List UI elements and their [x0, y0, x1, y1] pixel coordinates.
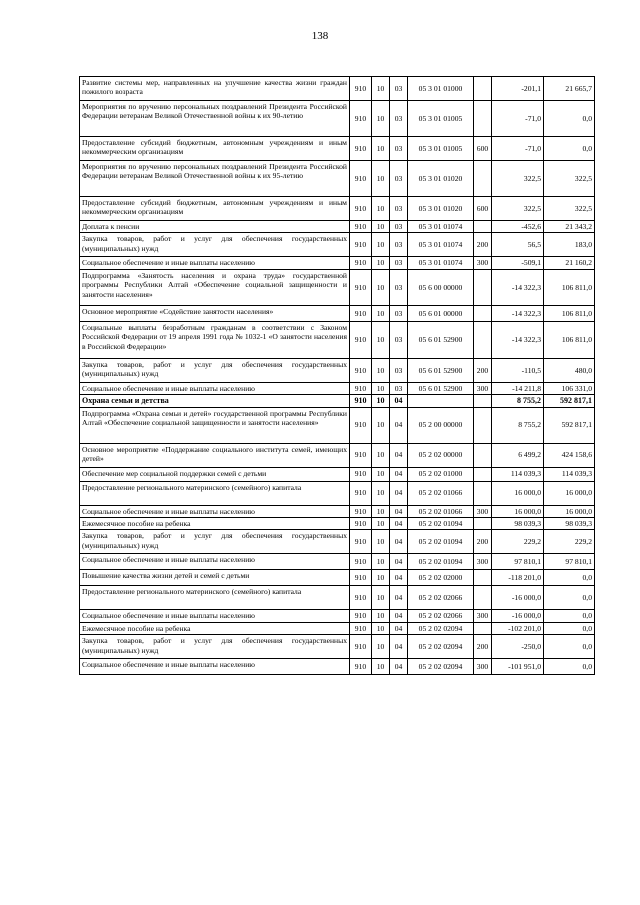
- row-name: Социальное обеспечение и иные выплаты населению: [80, 554, 350, 570]
- ministry-code: 910: [350, 233, 372, 257]
- table-row: [80, 77, 595, 101]
- row-name: Социальное обеспечение и иные выплаты населению: [80, 659, 350, 675]
- subsection-code: 03: [390, 161, 408, 197]
- row-name: Предоставление субсидий бюджетным, автономным учреждениям и иным некоммерческим организациям: [80, 197, 350, 221]
- section-code: 10: [372, 530, 390, 554]
- subsection-code: 04: [390, 570, 408, 586]
- total-amount: 0,0: [544, 101, 595, 137]
- subsection-code: 03: [390, 257, 408, 269]
- total-amount: 21 665,7: [544, 77, 595, 101]
- ministry-code: 910: [350, 221, 372, 233]
- row-name: Охрана семьи и детства: [80, 395, 350, 407]
- subsection-code: 03: [390, 321, 408, 358]
- section-code: 10: [372, 570, 390, 586]
- expense-type-code: [474, 101, 492, 137]
- section-code: 10: [372, 233, 390, 257]
- expense-type-code: [474, 467, 492, 481]
- ministry-code: 910: [350, 358, 372, 382]
- row-name: Предоставление регионального материнского (семейного) капитала: [80, 586, 350, 610]
- target-article-code: 05 6 01 52900: [408, 321, 474, 358]
- expense-type-code: [474, 221, 492, 233]
- target-article-code: 05 3 01 01074: [408, 221, 474, 233]
- total-amount: 0,0: [544, 570, 595, 586]
- expense-type-code: [474, 161, 492, 197]
- table-row: [80, 481, 595, 505]
- expense-type-code: [474, 443, 492, 467]
- subsection-code: 03: [390, 233, 408, 257]
- row-name: Мероприятия по вручению персональных поздравлений Президента Российской Федерации ветеранам Великой Отечественной войны к их 90-летию: [80, 101, 350, 137]
- subsection-code: 04: [390, 481, 408, 505]
- target-article-code: 05 2 02 02094: [408, 622, 474, 634]
- change-amount: 114 039,3: [492, 467, 544, 481]
- subsection-code: 03: [390, 382, 408, 394]
- total-amount: 424 158,6: [544, 443, 595, 467]
- section-code: 10: [372, 622, 390, 634]
- table-row: [80, 570, 595, 586]
- total-amount: 0,0: [544, 635, 595, 659]
- subsection-code: 03: [390, 269, 408, 305]
- table-row: [80, 635, 595, 659]
- section-code: 10: [372, 395, 390, 407]
- budget-table-body: [80, 77, 595, 675]
- section-code: 10: [372, 358, 390, 382]
- ministry-code: 910: [350, 635, 372, 659]
- row-name: Доплата к пенсии: [80, 221, 350, 233]
- total-amount: 106 811,0: [544, 305, 595, 321]
- subsection-code: 04: [390, 467, 408, 481]
- change-amount: -71,0: [492, 101, 544, 137]
- change-amount: -14 322,3: [492, 321, 544, 358]
- target-article-code: 05 6 01 52900: [408, 358, 474, 382]
- subsection-code: 04: [390, 586, 408, 610]
- change-amount: -71,0: [492, 137, 544, 161]
- expense-type-code: 600: [474, 197, 492, 221]
- subsection-code: 03: [390, 101, 408, 137]
- expense-type-code: [474, 305, 492, 321]
- total-amount: 0,0: [544, 137, 595, 161]
- section-code: 10: [372, 610, 390, 622]
- row-name: Подпрограмма «Охрана семьи и детей» государственной программы Республики Алтай «Обеспечение социальной защищенности и занятости населения»: [80, 407, 350, 443]
- table-row: [80, 505, 595, 517]
- ministry-code: 910: [350, 137, 372, 161]
- total-amount: 0,0: [544, 659, 595, 675]
- target-article-code: 05 3 01 01005: [408, 137, 474, 161]
- table-row: [80, 321, 595, 358]
- ministry-code: 910: [350, 395, 372, 407]
- section-code: 10: [372, 443, 390, 467]
- table-row: [80, 101, 595, 137]
- target-article-code: 05 6 00 00000: [408, 269, 474, 305]
- change-amount: -14 322,3: [492, 269, 544, 305]
- target-article-code: 05 2 02 01094: [408, 518, 474, 530]
- change-amount: -118 201,0: [492, 570, 544, 586]
- subsection-code: 04: [390, 395, 408, 407]
- change-amount: 6 499,2: [492, 443, 544, 467]
- row-name: Закупка товаров, работ и услуг для обеспечения государственных (муниципальных) нужд: [80, 635, 350, 659]
- row-name: Социальное обеспечение и иные выплаты населению: [80, 610, 350, 622]
- change-amount: -201,1: [492, 77, 544, 101]
- change-amount: -250,0: [492, 635, 544, 659]
- subsection-code: 04: [390, 622, 408, 634]
- target-article-code: 05 2 02 02000: [408, 570, 474, 586]
- ministry-code: 910: [350, 382, 372, 394]
- section-code: 10: [372, 635, 390, 659]
- row-name: Развитие системы мер, направленных на улучшение качества жизни граждан пожилого возраста: [80, 77, 350, 101]
- row-name: Мероприятия по вручению персональных поздравлений Президента Российской Федерации ветеранам Великой Отечественной войны к их 95-летию: [80, 161, 350, 197]
- total-amount: 16 000,0: [544, 505, 595, 517]
- change-amount: 16 000,0: [492, 481, 544, 505]
- target-article-code: 05 2 00 00000: [408, 407, 474, 443]
- total-amount: 0,0: [544, 622, 595, 634]
- subsection-code: 04: [390, 443, 408, 467]
- expense-type-code: [474, 395, 492, 407]
- ministry-code: 910: [350, 257, 372, 269]
- ministry-code: 910: [350, 659, 372, 675]
- expense-type-code: [474, 586, 492, 610]
- ministry-code: 910: [350, 443, 372, 467]
- expense-type-code: [474, 570, 492, 586]
- row-name: Основное мероприятие «Содействие занятости населения»: [80, 305, 350, 321]
- table-row: [80, 161, 595, 197]
- target-article-code: 05 3 01 01074: [408, 233, 474, 257]
- section-code: 10: [372, 137, 390, 161]
- section-code: 10: [372, 161, 390, 197]
- page-number: 138: [311, 30, 329, 42]
- ministry-code: 910: [350, 197, 372, 221]
- expense-type-code: 300: [474, 257, 492, 269]
- expense-type-code: 300: [474, 610, 492, 622]
- target-article-code: 05 6 01 52900: [408, 382, 474, 394]
- row-name: Подпрограмма «Занятость населения и охрана труда» государственной программы Республики Алтай «Обеспечение социальной защищенности и занятости населения»: [80, 269, 350, 305]
- total-amount: 229,2: [544, 530, 595, 554]
- target-article-code: [408, 395, 474, 407]
- section-code: 10: [372, 586, 390, 610]
- change-amount: 16 000,0: [492, 505, 544, 517]
- expense-type-code: 200: [474, 635, 492, 659]
- table-row: [80, 257, 595, 269]
- section-code: 10: [372, 481, 390, 505]
- ministry-code: 910: [350, 407, 372, 443]
- section-code: 10: [372, 305, 390, 321]
- target-article-code: 05 3 01 01074: [408, 257, 474, 269]
- total-amount: 322,5: [544, 197, 595, 221]
- total-amount: 106 811,0: [544, 269, 595, 305]
- total-amount: 183,0: [544, 233, 595, 257]
- ministry-code: 910: [350, 269, 372, 305]
- target-article-code: 05 2 02 00000: [408, 443, 474, 467]
- section-code: 10: [372, 518, 390, 530]
- target-article-code: 05 2 02 02094: [408, 635, 474, 659]
- table-row: [80, 197, 595, 221]
- table-row: [80, 586, 595, 610]
- row-name: Социальное обеспечение и иные выплаты населению: [80, 505, 350, 517]
- total-amount: 106 811,0: [544, 321, 595, 358]
- total-amount: 114 039,3: [544, 467, 595, 481]
- ministry-code: 910: [350, 161, 372, 197]
- table-row: [80, 659, 595, 675]
- change-amount: -509,1: [492, 257, 544, 269]
- target-article-code: 05 2 02 01094: [408, 554, 474, 570]
- change-amount: 8 755,2: [492, 395, 544, 407]
- section-code: 10: [372, 221, 390, 233]
- target-article-code: 05 3 01 01000: [408, 77, 474, 101]
- target-article-code: 05 2 02 02066: [408, 610, 474, 622]
- row-name: Закупка товаров, работ и услуг для обеспечения государственных (муниципальных) нужд: [80, 530, 350, 554]
- expense-type-code: [474, 481, 492, 505]
- section-code: 10: [372, 101, 390, 137]
- table-row: [80, 233, 595, 257]
- expense-type-code: 300: [474, 382, 492, 394]
- table-row: [80, 518, 595, 530]
- total-amount: 98 039,3: [544, 518, 595, 530]
- subsection-code: 04: [390, 518, 408, 530]
- table-row: [80, 554, 595, 570]
- expense-type-code: [474, 518, 492, 530]
- section-code: 10: [372, 554, 390, 570]
- target-article-code: 05 3 01 01020: [408, 197, 474, 221]
- target-article-code: 05 2 02 01066: [408, 481, 474, 505]
- section-code: 10: [372, 269, 390, 305]
- total-amount: 0,0: [544, 610, 595, 622]
- expense-type-code: [474, 622, 492, 634]
- change-amount: -102 201,0: [492, 622, 544, 634]
- ministry-code: 910: [350, 554, 372, 570]
- subsection-code: 04: [390, 554, 408, 570]
- change-amount: -101 951,0: [492, 659, 544, 675]
- total-amount: 480,0: [544, 358, 595, 382]
- row-name: Предоставление субсидий бюджетным, автономным учреждениям и иным некоммерческим организациям: [80, 137, 350, 161]
- subsection-code: 03: [390, 197, 408, 221]
- target-article-code: 05 3 01 01020: [408, 161, 474, 197]
- change-amount: -110,5: [492, 358, 544, 382]
- section-code: 10: [372, 407, 390, 443]
- ministry-code: 910: [350, 586, 372, 610]
- table-row: [80, 305, 595, 321]
- subsection-code: 03: [390, 305, 408, 321]
- target-article-code: 05 2 02 02094: [408, 659, 474, 675]
- subsection-code: 04: [390, 659, 408, 675]
- target-article-code: 05 3 01 01005: [408, 101, 474, 137]
- table-row: [80, 382, 595, 394]
- section-code: 10: [372, 321, 390, 358]
- change-amount: 8 755,2: [492, 407, 544, 443]
- row-name: Закупка товаров, работ и услуг для обеспечения государственных (муниципальных) нужд: [80, 358, 350, 382]
- budget-table: [79, 76, 595, 675]
- row-name: Закупка товаров, работ и услуг для обеспечения государственных (муниципальных) нужд: [80, 233, 350, 257]
- change-amount: -16 000,0: [492, 586, 544, 610]
- ministry-code: 910: [350, 101, 372, 137]
- section-code: 10: [372, 505, 390, 517]
- section-code: 10: [372, 77, 390, 101]
- ministry-code: 910: [350, 610, 372, 622]
- row-name: Социальное обеспечение и иные выплаты населению: [80, 257, 350, 269]
- row-name: Основное мероприятие «Поддержание социального института семей, имеющих детей»: [80, 443, 350, 467]
- subsection-code: 03: [390, 137, 408, 161]
- table-row: [80, 622, 595, 634]
- subsection-code: 04: [390, 610, 408, 622]
- expense-type-code: [474, 321, 492, 358]
- ministry-code: 910: [350, 77, 372, 101]
- subsection-code: 04: [390, 407, 408, 443]
- total-amount: 16 000,0: [544, 481, 595, 505]
- ministry-code: 910: [350, 321, 372, 358]
- row-name: Ежемесячное пособие на ребенка: [80, 518, 350, 530]
- row-name: Обеспечение мер социальной поддержки семей с детьми: [80, 467, 350, 481]
- total-amount: 592 817,1: [544, 407, 595, 443]
- expense-type-code: 300: [474, 505, 492, 517]
- table-row: [80, 407, 595, 443]
- expense-type-code: [474, 269, 492, 305]
- ministry-code: 910: [350, 570, 372, 586]
- table-row: [80, 530, 595, 554]
- change-amount: 322,5: [492, 161, 544, 197]
- row-name: Повышение качества жизни детей и семей с детьми: [80, 570, 350, 586]
- expense-type-code: 200: [474, 358, 492, 382]
- table-row: [80, 137, 595, 161]
- change-amount: -14 322,3: [492, 305, 544, 321]
- ministry-code: 910: [350, 505, 372, 517]
- target-article-code: 05 2 02 01066: [408, 505, 474, 517]
- table-row: [80, 610, 595, 622]
- expense-type-code: 600: [474, 137, 492, 161]
- table-row: [80, 269, 595, 305]
- table-row: [80, 358, 595, 382]
- ministry-code: 910: [350, 305, 372, 321]
- subsection-code: 03: [390, 221, 408, 233]
- change-amount: 98 039,3: [492, 518, 544, 530]
- row-name: Предоставление регионального материнского (семейного) капитала: [80, 481, 350, 505]
- section-code: 10: [372, 382, 390, 394]
- total-amount: 592 817,1: [544, 395, 595, 407]
- ministry-code: 910: [350, 467, 372, 481]
- total-amount: 21 160,2: [544, 257, 595, 269]
- target-article-code: 05 6 01 00000: [408, 305, 474, 321]
- total-amount: 0,0: [544, 586, 595, 610]
- change-amount: -14 211,8: [492, 382, 544, 394]
- subsection-code: 03: [390, 358, 408, 382]
- subsection-code: 04: [390, 530, 408, 554]
- change-amount: -452,6: [492, 221, 544, 233]
- row-name: Социальные выплаты безработным гражданам в соответствии с Законом Российской Федерации от 19 апреля 1991 года № 1032-1 «О занятости населения в Российской Федерации»: [80, 321, 350, 358]
- section-code: 10: [372, 197, 390, 221]
- ministry-code: 910: [350, 518, 372, 530]
- table-row: [80, 443, 595, 467]
- change-amount: 322,5: [492, 197, 544, 221]
- target-article-code: 05 2 02 01000: [408, 467, 474, 481]
- subsection-code: 04: [390, 635, 408, 659]
- expense-type-code: [474, 407, 492, 443]
- table-row: [80, 221, 595, 233]
- section-code: 10: [372, 659, 390, 675]
- change-amount: 229,2: [492, 530, 544, 554]
- table-row: [80, 395, 595, 407]
- change-amount: 56,5: [492, 233, 544, 257]
- expense-type-code: 200: [474, 233, 492, 257]
- section-code: 10: [372, 467, 390, 481]
- target-article-code: 05 2 02 01094: [408, 530, 474, 554]
- expense-type-code: 300: [474, 659, 492, 675]
- total-amount: 97 810,1: [544, 554, 595, 570]
- row-name: Ежемесячное пособие на ребенка: [80, 622, 350, 634]
- subsection-code: 03: [390, 77, 408, 101]
- row-name: Социальное обеспечение и иные выплаты населению: [80, 382, 350, 394]
- target-article-code: 05 2 02 02066: [408, 586, 474, 610]
- ministry-code: 910: [350, 530, 372, 554]
- change-amount: 97 810,1: [492, 554, 544, 570]
- total-amount: 21 343,2: [544, 221, 595, 233]
- change-amount: -16 000,0: [492, 610, 544, 622]
- expense-type-code: [474, 77, 492, 101]
- ministry-code: 910: [350, 481, 372, 505]
- ministry-code: 910: [350, 622, 372, 634]
- table-row: [80, 467, 595, 481]
- expense-type-code: 300: [474, 554, 492, 570]
- expense-type-code: 200: [474, 530, 492, 554]
- subsection-code: 04: [390, 505, 408, 517]
- total-amount: 106 331,0: [544, 382, 595, 394]
- total-amount: 322,5: [544, 161, 595, 197]
- section-code: 10: [372, 257, 390, 269]
